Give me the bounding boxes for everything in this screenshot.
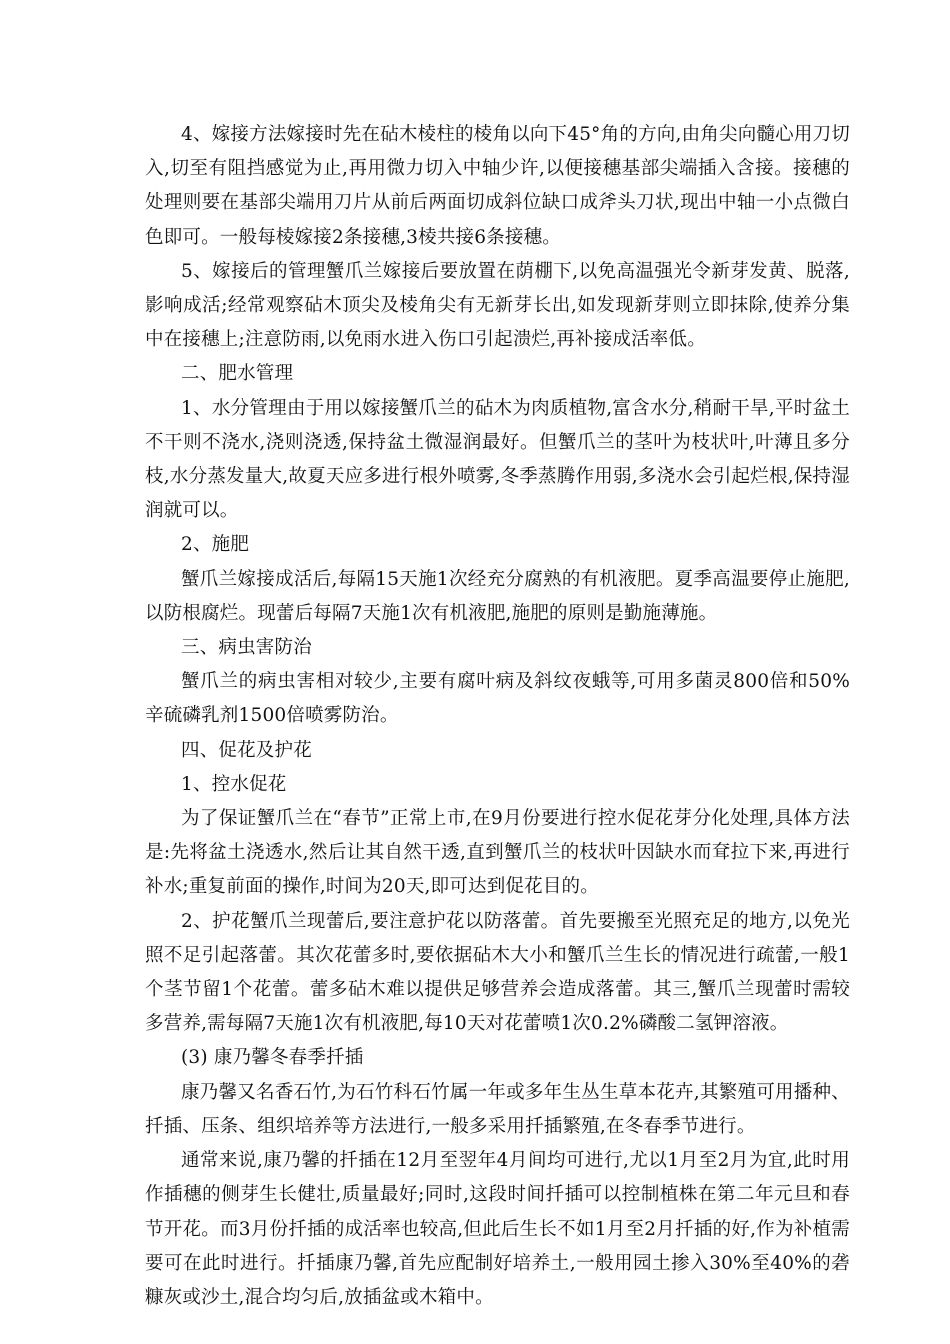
heading-pest-control: 三、病虫害防治 <box>181 637 312 659</box>
paragraph-carnation-intro: 康乃馨又名香石竹,为石竹科石竹属一年或多年生丛生草本花卉,其繁殖可用播种、扦插、压条、组织培养等方法进行,一般多采用扦插繁殖,在冬春季节进行。 <box>145 1081 850 1137</box>
paragraph-post-grafting-care: 5、嫁接后的管理蟹爪兰嫁接后要放置在荫棚下,以免高温强光令新芽发黄、脱落,影响成活;经常观察砧木顶尖及棱角尖有无新芽长出,如发现新芽则立即抹除,使养分集中在接穗上;注意防雨,以免雨水进入伤口引起溃烂,再补接成活率低。 <box>145 260 850 351</box>
heading-water-control: 1、控水促花 <box>181 773 287 795</box>
paragraph-water-control: 为了保证蟹爪兰在“春节”正常上市,在9月份要进行控水促花芽分化处理,具体方法是:先将盆土浇透水,然后让其自然干透,直到蟹爪兰的枝状叶因缺水而耷拉下来,再进行补水;重复前面的操作,时间为20天,即可达到促花目的。 <box>145 808 850 898</box>
paragraph-pest-control: 蟹爪兰的病虫害相对较少,主要有腐叶病及斜纹夜蛾等,可用多菌灵800倍和50%辛硫磷乳剂1500倍喷雾防治。 <box>145 671 850 727</box>
document-body <box>145 118 850 1315</box>
heading-flowering: 四、促花及护花 <box>181 739 312 761</box>
heading-fertilizer-water: 二、肥水管理 <box>181 363 294 385</box>
paragraph-carnation-timing: 通常来说,康乃馨的扦插在12月至翌年4月间均可进行,尤以1月至2月为宜,此时用作插穗的侧芽生长健壮,质量最好;同时,这段时间扦插可以控制植株在第二年元旦和春节开花。而3月份扦插的成活率也较高,但此后生长不如1月至2月扦插的好,作为补植需要可在此时进行。扦插康乃馨,首先应配制好培养土,一般用园土掺入30%至40%的砻糠灰或沙土,混合均匀后,放插盆或木箱中。 <box>145 1150 850 1308</box>
paragraph-grafting-method: 4、嫁接方法嫁接时先在砧木棱柱的棱角以向下45°角的方向,由角尖向髓心用刀切入,切至有阻挡感觉为止,再用微力切入中轴少许,以便接穗基部尖端插入含接。接穗的处理则要在基部尖端用刀片从前后两面切成斜位缺口成斧头刀状,现出中轴一小点微白色即可。一般每棱嫁接2条接穗,3棱共接6条接穗。 <box>145 124 850 248</box>
paragraph-flower-protection: 2、护花蟹爪兰现蕾后,要注意护花以防落蕾。首先要搬至光照充足的地方,以免光照不足引起落蕾。其次花蕾多时,要依据砧木大小和蟹爪兰生长的情况进行疏蕾,一般1个茎节留1个花蕾。蕾多砧木难以提供足够营养会造成落蕾。其三,蟹爪兰现蕾时需较多营养,需每隔7天施1次有机液肥,每10天对花蕾喷1次0.2%磷酸二氢钾溶液。 <box>145 910 850 1035</box>
heading-carnation-cutting: (3) 康乃馨冬春季扦插 <box>181 1047 364 1069</box>
paragraph-water-management: 1、水分管理由于用以嫁接蟹爪兰的砧木为肉质植物,富含水分,稍耐干旱,平时盆土不干则不浇水,浇则浇透,保持盆土微湿润最好。但蟹爪兰的茎叶为枝状叶,叶薄且多分枝,水分蒸发量大,故夏天应多进行根外喷雾,冬季蒸腾作用弱,多浇水会引起烂根,保持湿润就可以。 <box>145 397 850 522</box>
heading-fertilizing: 2、施肥 <box>181 534 250 556</box>
paragraph-fertilizing: 蟹爪兰嫁接成活后,每隔15天施1次经充分腐熟的有机液肥。夏季高温要停止施肥,以防根腐烂。现蕾后每隔7天施1次有机液肥,施肥的原则是勤施薄施。 <box>145 568 850 624</box>
